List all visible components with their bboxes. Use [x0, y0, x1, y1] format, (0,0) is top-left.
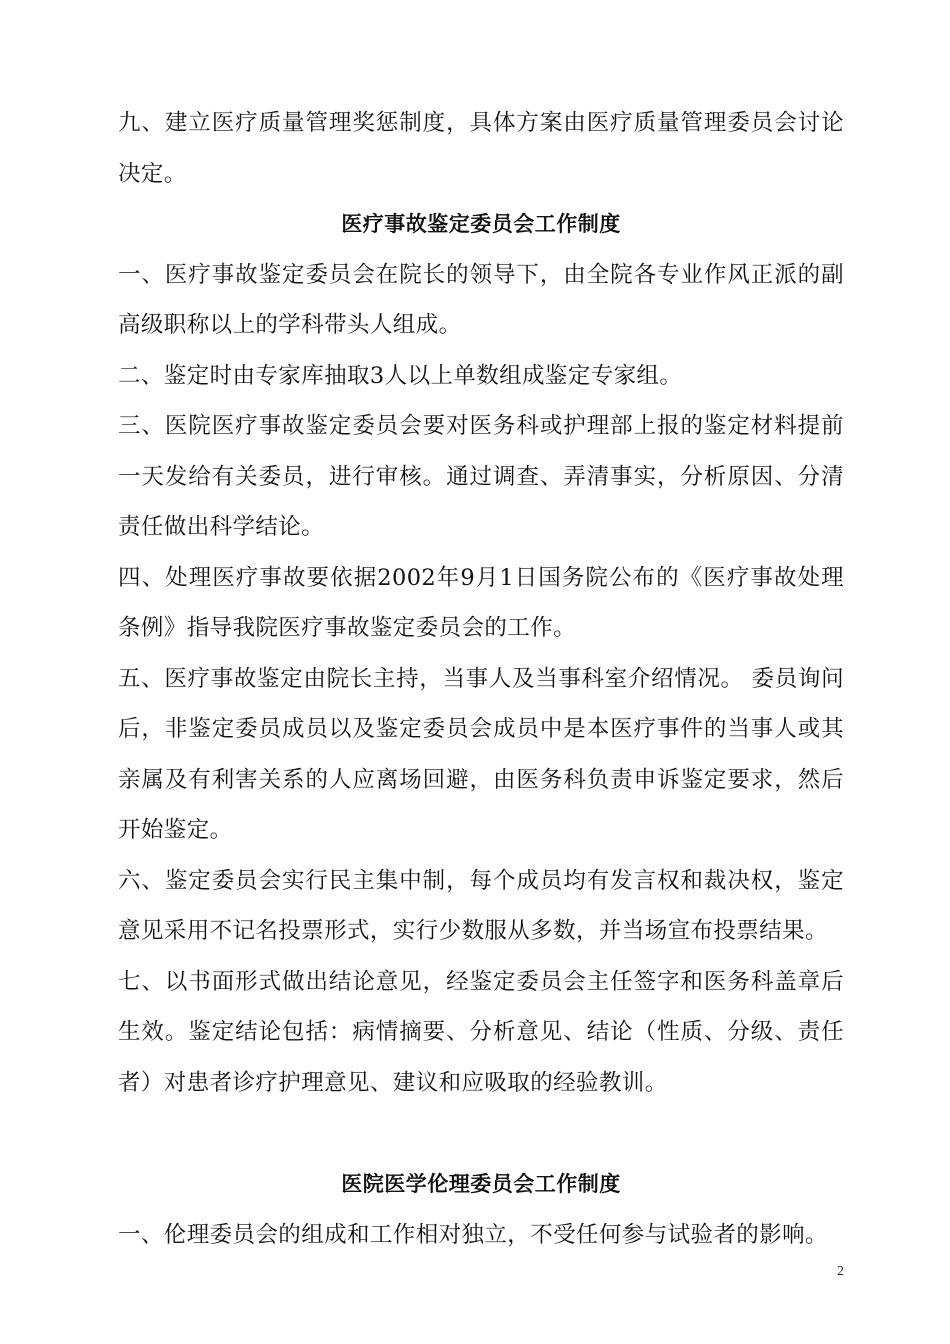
accident-item-3: 三、医院医疗事故鉴定委员会要对医务科或护理部上报的鉴定材料提前一天发给有关委员，进行审核。通过调查、弄清事实，分析原因、分清责任做出科学结论。	[118, 413, 844, 540]
page-number: 2	[837, 1264, 844, 1279]
ethics-item-1: 一、伦理委员会的组成和工作相对独立，不受任何参与试验者的影响。	[118, 1221, 828, 1248]
section-title-ethics-committee: 医院医学伦理委员会工作制度	[341, 1172, 621, 1196]
accident-item-4: 四、处理医疗事故要依据2002年9月1日国务院公布的《医疗事故处理条例》指导我院医疗事故鉴定委员会的工作。	[118, 564, 844, 641]
accident-item-7: 七、以书面形式做出结论意见，经鉴定委员会主任签字和医务科盖章后生效。鉴定结论包括：病情摘要、分析意见、结论（性质、分级、责任者）对患者诊疗护理意见、建议和应吸取的经验教训。	[118, 968, 844, 1096]
paragraph-quality-rewards: 九、建立医疗质量管理奖惩制度，具体方案由医疗质量管理委员会讨论决定。	[118, 110, 844, 187]
document-page	[118, 98, 844, 1260]
accident-item-6: 六、鉴定委员会实行民主集中制，每个成员均有发言权和裁决权，鉴定意见采用不记名投票形式，实行少数服从多数，并当场宣布投票结果。	[118, 867, 844, 944]
accident-item-1: 一、医疗事故鉴定委员会在院长的领导下，由全院各专业作风正派的副高级职称以上的学科带头人组成。	[118, 261, 844, 338]
section-spacer	[118, 1108, 844, 1159]
accident-item-5: 五、医疗事故鉴定由院长主持，当事人及当事科室介绍情况。 委员询问后，非鉴定委员成员以及鉴定委员会成员中是本医疗事件的当事人或其亲属及有利害关系的人应离场回避，由医务科负责申诉鉴定要求，然后开始鉴定。	[118, 665, 844, 843]
section-title-accident-committee: 医疗事故鉴定委员会工作制度	[341, 212, 621, 236]
accident-item-2: 二、鉴定时由专家库抽取3人以上单数组成鉴定专家组。	[118, 362, 683, 389]
